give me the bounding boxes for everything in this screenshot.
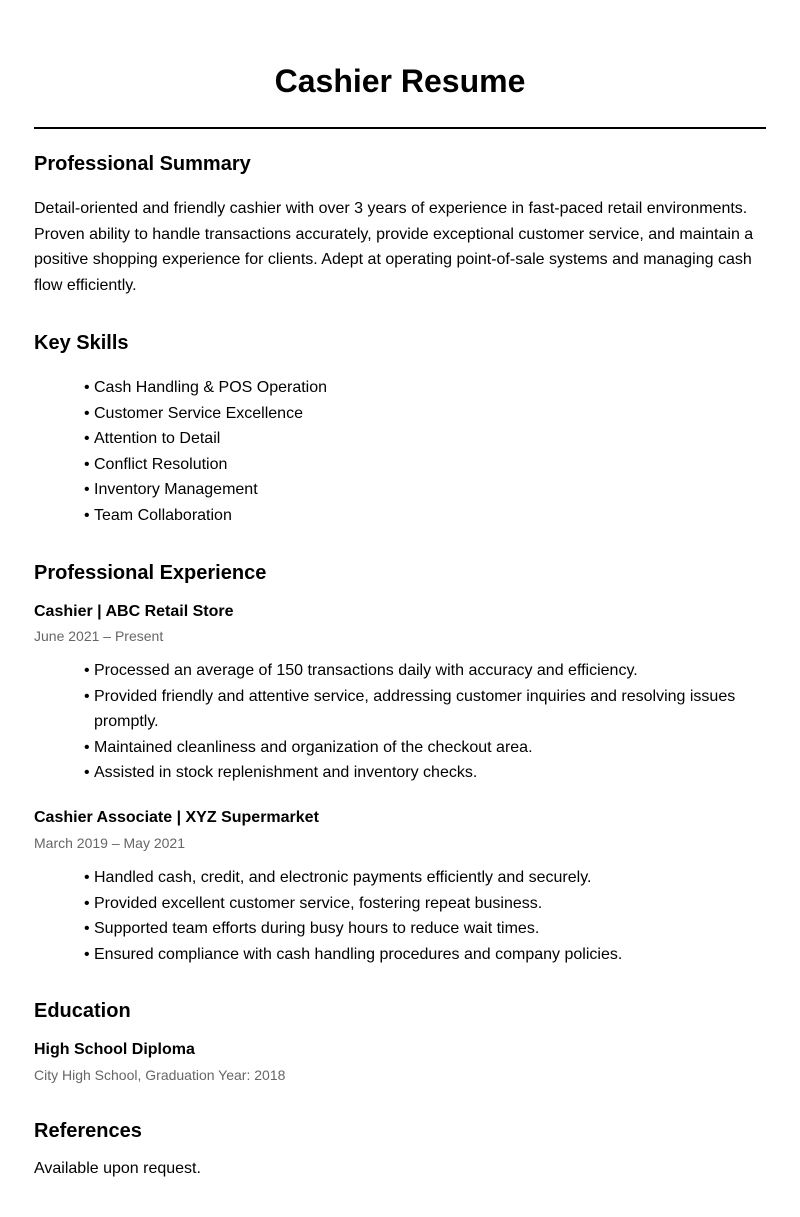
references-text: Available upon request. xyxy=(34,1160,201,1177)
skill-item: • Cash Handling & POS Operation xyxy=(84,375,766,401)
job-dates: June 2021 – Present xyxy=(34,628,164,644)
job-dates: March 2019 – May 2021 xyxy=(34,835,185,851)
job-duties-list xyxy=(84,865,766,967)
skills-list xyxy=(84,375,766,529)
job-title: Cashier | ABC Retail Store xyxy=(34,603,234,620)
summary-heading: Professional Summary xyxy=(34,153,251,175)
job-duty-item: • Handled cash, credit, and electronic payments efficiently and securely. xyxy=(84,865,766,891)
job-duty-item: • Maintained cleanliness and organization of the checkout area. xyxy=(84,735,766,761)
summary-text: Detail-oriented and friendly cashier with over 3 years of experience in fast-paced retail environments. Proven ability to handle transactions accurately, provide exceptional customer service, and maintain a positive shopping experience for clients. Adept at operating point-of-sale systems and managing cash flow efficiently. xyxy=(34,200,754,294)
education-heading: Education xyxy=(34,1000,131,1022)
title-divider xyxy=(34,127,766,129)
page-title: Cashier Resume xyxy=(274,63,526,99)
skill-item: • Conflict Resolution xyxy=(84,452,766,478)
skill-item: • Team Collaboration xyxy=(84,503,766,529)
skill-item: • Customer Service Excellence xyxy=(84,401,766,427)
job-duty-item: • Ensured compliance with cash handling procedures and company policies. xyxy=(84,942,766,968)
job-duties-list xyxy=(84,658,766,786)
job-duty-item: • Processed an average of 150 transactions daily with accuracy and efficiency. xyxy=(84,658,766,684)
education-details: City High School, Graduation Year: 2018 xyxy=(34,1067,286,1083)
skills-heading: Key Skills xyxy=(34,332,129,354)
skill-item: • Attention to Detail xyxy=(84,426,766,452)
job-duty-item: • Provided excellent customer service, fostering repeat business. xyxy=(84,891,766,917)
job-duty-item: • Supported team efforts during busy hours to reduce wait times. xyxy=(84,916,766,942)
skill-item: • Inventory Management xyxy=(84,477,766,503)
job-duty-item: • Assisted in stock replenishment and inventory checks. xyxy=(84,760,766,786)
job-title: Cashier Associate | XYZ Supermarket xyxy=(34,809,319,826)
job-duty-item: • Provided friendly and attentive service, addressing customer inquiries and resolving issues promptly. xyxy=(84,684,766,735)
education-degree: High School Diploma xyxy=(34,1041,195,1058)
references-heading: References xyxy=(34,1120,142,1142)
experience-heading: Professional Experience xyxy=(34,562,267,584)
